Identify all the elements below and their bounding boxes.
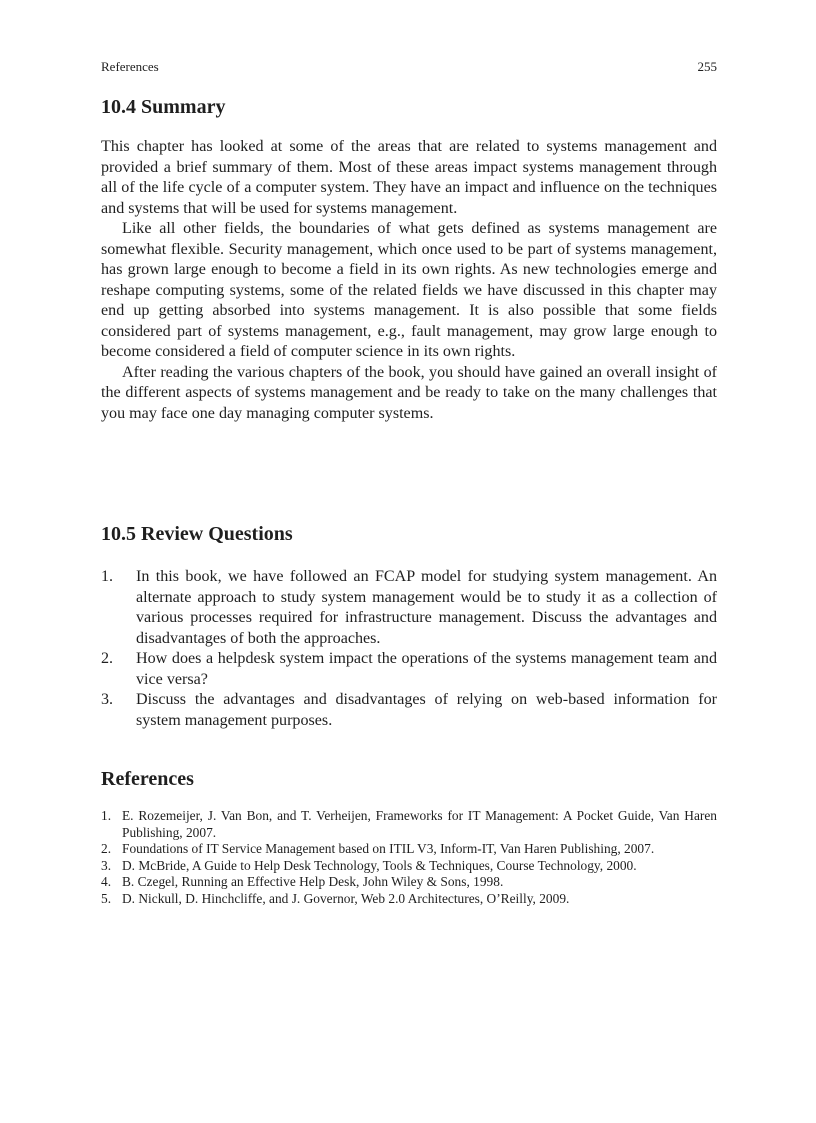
page-number: 255 <box>697 59 717 74</box>
reference-text: D. Nickull, D. Hinchcliffe, and J. Governor, Web 2.0 Architectures, O’Reilly, 2009. <box>122 890 570 906</box>
review-question-number: 1. <box>101 568 114 585</box>
review-question-number: 2. <box>101 650 114 667</box>
summary-heading: 10.4 Summary <box>101 96 226 118</box>
reference-entry <box>101 841 717 858</box>
summary-paragraph: This chapter has looked at some of the areas that are related to systems management and provided a brief summary of them. Most of these areas impact systems management through all of the life cycle of a computer system. They have an impact and influence on the techniques and systems that will be used for systems management. <box>101 138 717 217</box>
reference-number: 3. <box>101 857 112 873</box>
running-header <box>101 59 717 75</box>
running-title: References <box>101 59 159 74</box>
reference-entry <box>101 808 717 841</box>
reference-entry <box>101 858 717 875</box>
reference-number: 1. <box>101 808 112 823</box>
review-questions-heading: 10.5 Review Questions <box>101 523 293 545</box>
reference-text: D. McBride, A Guide to Help Desk Technology, Tools & Techniques, Course Technology, 2000. <box>122 857 637 873</box>
reference-number: 4. <box>101 874 112 889</box>
reference-text: Foundations of IT Service Management based on ITIL V3, Inform-IT, Van Haren Publishing, 2007. <box>122 841 655 856</box>
reference-text: B. Czegel, Running an Effective Help Desk, John Wiley & Sons, 1998. <box>122 874 504 889</box>
references-list <box>101 808 717 907</box>
reference-entry <box>101 891 717 908</box>
review-question <box>101 567 717 649</box>
summary-paragraph: Like all other fields, the boundaries of what gets defined as systems management are somewhat flexible. Security management, which once used to be part of systems management, has grown large enough to become a field in its own rights. As new technologies emerge and reshape computing systems, some of the related fields we have discussed in this chapter may end up getting absorbed into systems management. It is also possible that some fields considered part of systems management, e.g., fault management, may grow large enough to become considered a field of computer science in its own rights. <box>101 220 717 360</box>
reference-number: 5. <box>101 890 112 906</box>
summary-body <box>101 137 717 424</box>
review-questions-list <box>101 567 717 731</box>
reference-number: 2. <box>101 841 112 856</box>
reference-entry <box>101 874 717 891</box>
references-heading: References <box>101 768 194 790</box>
reference-text: E. Rozemeijer, J. Van Bon, and T. Verheijen, Frameworks for IT Management: A Pocket Guide, Van Haren Publishing, 2007. <box>122 808 717 840</box>
review-question-text: How does a helpdesk system impact the operations of the systems management team and vice versa? <box>136 650 717 688</box>
review-question-text: In this book, we have followed an FCAP model for studying system management. An alternate approach to study system management would be to study it as a collection of various processes required for infrastructure management. Discuss the advantages and disadvantages of both the approaches. <box>136 568 717 647</box>
review-question <box>101 690 717 731</box>
summary-paragraph: After reading the various chapters of the book, you should have gained an overall insight of the different aspects of systems management and be ready to take on the many challenges that you may face one day managing computer systems. <box>101 363 717 422</box>
review-question-number: 3. <box>101 691 114 708</box>
review-question-text: Discuss the advantages and disadvantages of relying on web-based information for system management purposes. <box>136 691 717 729</box>
review-question <box>101 649 717 690</box>
